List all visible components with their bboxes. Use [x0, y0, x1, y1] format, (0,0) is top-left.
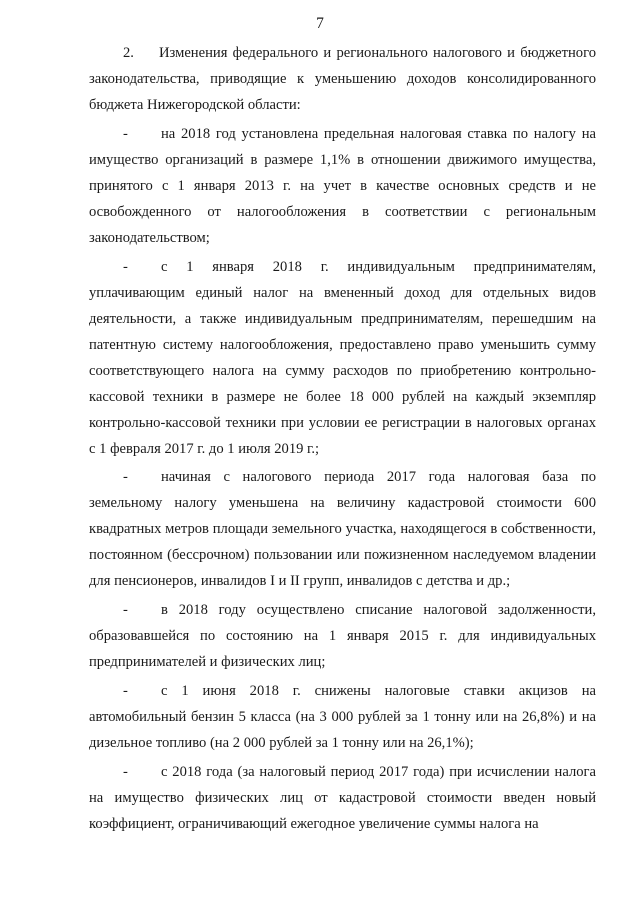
document-body — [89, 40, 596, 837]
list-item — [89, 759, 596, 837]
list-item-marker: - — [123, 682, 128, 699]
list-item-text: с 2018 года (за налоговый период 2017 года) при исчислении налога на имущество физических лиц от кадастровой стоимости введен новый коэффициент, ограничивающий ежегодное увеличение суммы налога на — [89, 763, 596, 832]
list-item-marker: - — [123, 125, 128, 142]
list-item-text: начиная с налогового периода 2017 года налоговая база по земельному налогу уменьшена на величину кадастровой стоимости 600 квадратных метров площади земельного участка, находящегося в собственности, постоянном (бессрочном) пользовании или пожизненном наследуемом владении для пенсионеров, инвалидов I и II групп, инвалидов с детства и др.; — [89, 469, 596, 590]
section-number: 2. — [123, 45, 134, 61]
list-item — [89, 121, 596, 251]
list-item — [89, 464, 596, 594]
list-item-text: с 1 июня 2018 г. снижены налоговые ставки акцизов на автомобильный бензин 5 класса (на 3 000 рублей за 1 тонну или на 26,8%) и на дизельное топливо (на 2 000 рублей за 1 тонну или на 26,1%); — [89, 682, 596, 751]
list-item — [89, 597, 596, 675]
section-heading — [89, 40, 596, 118]
list-item-marker: - — [123, 602, 128, 619]
list-item-text: на 2018 год установлена предельная налоговая ставка по налогу на имущество организаций в размере 1,1% в отношении движимого имущества, принятого с 1 января 2013 г. на учет в качестве основных средств и не освобожденного от налогообложения в соответствии с региональным законодательством; — [89, 125, 596, 246]
list-item-text: в 2018 году осуществлено списание налоговой задолженности, образовавшейся по состоянию на 1 января 2015 г. для индивидуальных предпринимателей и физических лиц; — [89, 602, 596, 671]
list-item-marker: - — [123, 258, 128, 275]
list-item — [89, 254, 596, 462]
list-item — [89, 678, 596, 756]
page-number: 7 — [316, 15, 324, 32]
list-item-marker: - — [123, 763, 128, 780]
list-item-marker: - — [123, 469, 128, 486]
section-heading-text: Изменения федерального и регионального налогового и бюджетного законодательства, приводящие к уменьшению доходов консолидированного бюджета Нижегородской области: — [89, 45, 596, 113]
list-item-text: с 1 января 2018 г. индивидуальным предпринимателям, уплачивающим единый налог на вмененный доход для отдельных видов деятельности, а также индивидуальным предпринимателям, перешедшим на патентную систему налогообложения, предоставлено право уменьшить сумму соответствующего налога на сумму расходов по приобретению контрольно-кассовой техники в размере не более 18 000 рублей на каждый экземпляр контрольно-кассовой техники при условии ее регистрации в налоговых органах с 1 февраля 2017 г. до 1 июля 2019 г.; — [89, 258, 596, 457]
